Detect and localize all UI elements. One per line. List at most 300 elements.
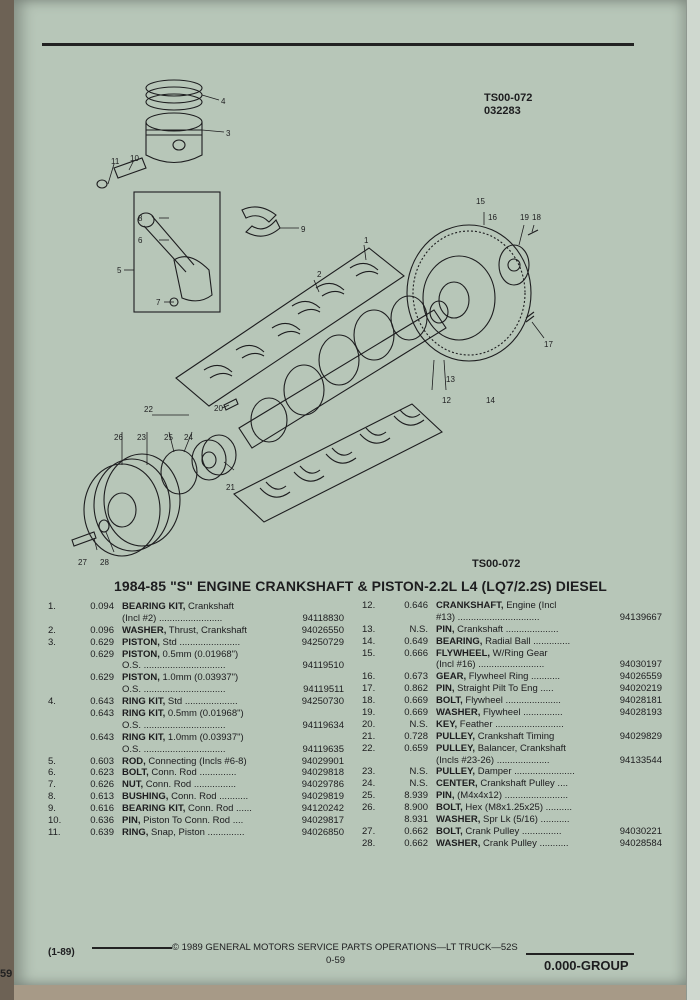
item-number: 10. — [48, 815, 62, 827]
part-name: PISTON, — [122, 636, 160, 648]
piston-rings-drawing — [146, 80, 202, 110]
part-detail: Flywheel ..................... — [462, 695, 561, 707]
item-number: 14. — [362, 635, 376, 647]
part-number: 94029818 — [301, 767, 344, 779]
callout-16: 16 — [488, 213, 497, 222]
part-detail: (M4x4x12) ........................ — [454, 790, 568, 802]
part-detail: 1.0mm (0.03937") — [165, 731, 244, 743]
part-name: PULLEY, — [436, 766, 476, 778]
parts-row — [48, 684, 354, 696]
parts-row — [48, 637, 354, 649]
part-detail: Std .................... — [165, 696, 238, 708]
group-number: 0.643 — [90, 731, 114, 743]
parts-row — [362, 731, 662, 743]
parts-row — [48, 601, 354, 613]
group-number: 0.639 — [90, 826, 114, 838]
callout-12: 12 — [442, 396, 451, 405]
part-description — [436, 755, 550, 767]
part-detail: 0.5mm (0.01968") — [159, 648, 239, 660]
part-description — [436, 731, 554, 743]
part-number: 94119635 — [302, 743, 344, 755]
callout-19: 19 — [520, 213, 529, 222]
next-page-edge — [686, 0, 700, 1000]
flywheel-washer-drawing — [499, 245, 529, 285]
parts-row — [362, 790, 662, 802]
part-detail: Hex (M8x1.25x25) .......... — [462, 802, 573, 814]
group-number: 8.931 — [404, 814, 428, 826]
part-name: BOLT, — [436, 695, 463, 707]
part-description — [122, 779, 236, 791]
ref-date: 032283 — [484, 105, 521, 117]
footer-group: 0.000-GROUP — [544, 958, 629, 973]
group-number: 0.603 — [90, 755, 114, 767]
part-number: 94026850 — [301, 826, 344, 838]
item-number: 6. — [48, 767, 56, 779]
parts-list-left — [48, 601, 354, 839]
parts-row — [48, 732, 354, 744]
catalog-page — [14, 0, 686, 985]
item-number: 19. — [362, 707, 376, 719]
callout-17: 17 — [544, 340, 553, 349]
part-name: PIN, — [436, 623, 455, 635]
part-detail: Spr Lk (5/16) ........... — [480, 814, 570, 826]
part-name: BOLT, — [436, 825, 463, 837]
parts-list-right — [362, 600, 662, 850]
parts-row — [362, 743, 662, 755]
part-number: 94026559 — [619, 671, 662, 683]
callout-28: 28 — [100, 558, 109, 567]
group-number: 0.662 — [404, 837, 428, 849]
part-detail: O.S. ............................... — [122, 743, 226, 755]
item-number: 28. — [362, 837, 376, 849]
ref-code: TS00-072 — [484, 92, 533, 104]
callout-23: 23 — [137, 433, 146, 442]
part-detail: Crankshaft Timing — [475, 730, 555, 742]
callout-18: 18 — [532, 213, 541, 222]
part-name: ROD, — [122, 755, 146, 767]
part-description — [122, 601, 234, 613]
part-number: 94028584 — [619, 837, 662, 849]
section-title: 1984-85 "S" ENGINE CRANKSHAFT & PISTON-2.2L L4 (LQ7/2.2S) DIESEL — [114, 578, 607, 594]
part-name: PULLEY, — [436, 730, 476, 742]
item-number: 17. — [362, 683, 376, 695]
part-detail: Piston To Conn. Rod .... — [140, 815, 244, 827]
part-name: PIN, — [122, 815, 141, 827]
connecting-rod-drawing — [138, 213, 212, 306]
item-number: 26. — [362, 802, 376, 814]
item-number: 15. — [362, 647, 376, 659]
part-description — [122, 637, 240, 649]
part-number: 94030221 — [619, 825, 662, 837]
part-description — [122, 672, 238, 684]
part-detail: 0.5mm (0.01968") — [165, 708, 244, 720]
part-number: 94029829 — [619, 730, 662, 742]
parts-row — [48, 815, 354, 827]
group-number: 0.659 — [404, 742, 428, 754]
parts-row — [362, 778, 662, 790]
callout-25: 25 — [164, 433, 173, 442]
item-number: 20. — [362, 718, 376, 730]
item-number: 22. — [362, 742, 376, 754]
group-number: 8.900 — [404, 802, 428, 814]
part-number: 94028181 — [619, 695, 662, 707]
callout-8: 8 — [138, 214, 143, 223]
part-name: RING KIT, — [122, 708, 166, 720]
crankshaft-drawing — [239, 296, 448, 448]
book-binding-edge — [0, 0, 14, 1000]
group-number: 0.666 — [404, 647, 428, 659]
group-number: 0.643 — [90, 696, 114, 708]
part-name: GEAR, — [436, 671, 467, 683]
part-description — [122, 815, 243, 827]
part-description — [122, 767, 236, 779]
callout-21: 21 — [226, 483, 235, 492]
part-description — [122, 660, 225, 672]
part-description — [122, 756, 247, 768]
group-number: 0.096 — [90, 624, 114, 636]
part-number: 94119511 — [303, 684, 344, 696]
part-description — [122, 720, 225, 732]
callout-13: 13 — [446, 375, 455, 384]
group-number: 0.728 — [404, 730, 428, 742]
parts-row — [48, 696, 354, 708]
part-description — [122, 684, 225, 696]
part-description — [122, 732, 244, 744]
item-number: 8. — [48, 791, 56, 803]
part-number: 94029786 — [301, 779, 344, 791]
item-number: 23. — [362, 766, 376, 778]
callout-26: 26 — [114, 433, 123, 442]
part-description — [436, 695, 561, 707]
part-number: 94020219 — [619, 683, 662, 695]
group-number: 0.673 — [404, 671, 428, 683]
parts-row — [48, 649, 354, 661]
item-number: 18. — [362, 695, 376, 707]
part-name: KEY, — [436, 718, 458, 730]
snap-ring-drawing — [97, 180, 107, 188]
part-detail: Straight Pilt To Eng ..... — [454, 683, 554, 695]
part-name: WASHER, — [122, 624, 167, 636]
part-description — [436, 838, 569, 850]
part-description — [436, 719, 564, 731]
part-detail: Crankshaft — [185, 601, 234, 612]
part-name: NUT, — [122, 779, 144, 791]
item-number: 27. — [362, 825, 376, 837]
part-detail: (Incl #2) ........................ — [122, 612, 223, 624]
group-number: N.S. — [409, 718, 428, 730]
part-description — [436, 671, 560, 683]
callout-9: 9 — [301, 225, 306, 234]
part-number: 94120242 — [301, 803, 344, 815]
callout-14: 14 — [486, 396, 495, 405]
callout-10: 10 — [130, 154, 139, 163]
callout-3: 3 — [226, 129, 231, 138]
callout-1: 1 — [364, 236, 369, 245]
part-name: CRANKSHAFT, — [436, 600, 504, 611]
group-number: 0.669 — [404, 695, 428, 707]
damper-pulley-drawing — [84, 454, 180, 556]
part-description — [122, 803, 252, 815]
part-name: BOLT, — [122, 767, 149, 779]
parts-row — [362, 683, 662, 695]
part-detail: Radial Ball .............. — [482, 635, 571, 647]
part-number: 94026550 — [301, 624, 344, 636]
part-description — [436, 648, 548, 660]
group-number: 0.636 — [90, 815, 114, 827]
part-description — [436, 659, 544, 671]
footer-page-number: 0-59 — [326, 955, 346, 966]
callout-11: 11 — [111, 157, 120, 166]
parts-row — [48, 720, 354, 732]
part-detail: #13) ............................... — [436, 611, 540, 623]
part-detail: Engine (Incl — [503, 600, 557, 611]
rod-bearing-drawing — [242, 207, 276, 222]
callout-7: 7 — [156, 298, 161, 307]
item-number: 11. — [48, 826, 61, 838]
part-description — [436, 766, 575, 778]
piston-drawing — [146, 113, 202, 163]
group-number: 0.623 — [90, 767, 114, 779]
item-number: 25. — [362, 790, 376, 802]
part-detail: O.S. ............................... — [122, 660, 226, 672]
group-number: 0.669 — [404, 707, 428, 719]
part-detail: Crankshaft .................... — [454, 623, 559, 635]
group-number: 0.613 — [90, 791, 114, 803]
part-name: RING KIT, — [122, 696, 166, 708]
item-number: 3. — [48, 636, 56, 648]
callout-20: 20 — [214, 404, 223, 413]
callout-6: 6 — [138, 236, 143, 245]
part-number: 94250729 — [301, 636, 344, 648]
group-number: 0.626 — [90, 779, 114, 791]
parts-row — [362, 636, 662, 648]
parts-row — [362, 695, 662, 707]
parts-row — [362, 766, 662, 778]
upper-bearing-shells — [204, 263, 378, 378]
group-number: N.S. — [409, 778, 428, 790]
part-name: BUSHING, — [122, 791, 169, 803]
part-detail: 1.0mm (0.03937") — [159, 672, 239, 684]
group-number: 8.939 — [404, 790, 428, 802]
part-name: RING KIT, — [122, 731, 166, 743]
part-detail: Thrust, Crankshaft — [166, 624, 247, 636]
part-number: 94030197 — [619, 659, 662, 671]
part-number: 94118830 — [302, 612, 344, 624]
part-description — [436, 826, 561, 838]
part-description — [436, 707, 563, 719]
part-number: 94250730 — [301, 696, 344, 708]
group-number: 0.629 — [90, 648, 114, 660]
item-number: 5. — [48, 755, 56, 767]
part-detail: Crank Pulley ........... — [480, 837, 569, 849]
callout-4: 4 — [221, 97, 226, 106]
item-number: 7. — [48, 779, 56, 791]
parts-row — [48, 827, 354, 839]
group-number: 0.616 — [90, 803, 114, 815]
parts-row — [48, 613, 354, 625]
parts-row — [362, 707, 662, 719]
illustration-reference-bottom: TS00-072 — [472, 558, 521, 570]
part-description — [122, 696, 238, 708]
part-detail: Crank Pulley ............... — [462, 825, 562, 837]
parts-row — [362, 659, 662, 671]
part-description — [436, 624, 559, 636]
parts-row — [362, 612, 662, 624]
part-detail: Balancer, Crankshaft — [475, 742, 566, 754]
part-description — [436, 814, 570, 826]
parts-row — [362, 814, 662, 826]
part-description — [436, 600, 556, 612]
parts-row — [48, 791, 354, 803]
parts-row — [362, 719, 662, 731]
part-description — [122, 613, 222, 625]
part-detail: Flywheel ............... — [480, 707, 563, 719]
group-number: 0.862 — [404, 683, 428, 695]
item-number: 2. — [48, 624, 56, 636]
part-detail: Feather .......................... — [457, 718, 564, 730]
part-description — [122, 708, 244, 720]
group-number: N.S. — [409, 623, 428, 635]
parts-row — [48, 708, 354, 720]
part-description — [122, 791, 248, 803]
part-name: BEARING KIT, — [122, 803, 186, 815]
parts-row — [48, 660, 354, 672]
part-name: CENTER, — [436, 778, 478, 790]
part-name: BEARING, — [436, 635, 483, 647]
part-name: WASHER, — [436, 814, 481, 826]
part-description — [436, 612, 539, 624]
crank-pulley-washer-drawing — [99, 520, 109, 532]
parts-row — [362, 838, 662, 850]
part-name: FLYWHEEL, — [436, 647, 491, 659]
callout-labels — [78, 97, 553, 567]
part-name: WASHER, — [436, 837, 481, 849]
part-name: BEARING KIT, — [122, 601, 186, 612]
part-detail: O.S. ............................... — [122, 684, 226, 696]
footer-rule-left — [92, 947, 172, 949]
part-number: 94029819 — [301, 791, 344, 803]
group-number: N.S. — [409, 766, 428, 778]
footer-date-code: (1-89) — [48, 947, 75, 958]
footer-rule-right — [526, 953, 634, 955]
conn-rod-box — [134, 192, 220, 312]
part-number: 94119634 — [302, 719, 344, 731]
parts-row — [48, 672, 354, 684]
parts-row — [362, 671, 662, 683]
item-number: 21. — [362, 730, 376, 742]
item-number: 13. — [362, 623, 376, 635]
part-name: PISTON, — [122, 648, 160, 660]
part-number: 94133544 — [619, 754, 662, 766]
part-description — [436, 636, 570, 648]
parts-row — [48, 625, 354, 637]
part-number: 94139667 — [619, 611, 662, 623]
group-number: 0.643 — [90, 708, 114, 720]
part-description — [122, 625, 247, 637]
part-detail: Conn. Rod ...... — [185, 803, 252, 815]
part-description — [436, 683, 554, 695]
part-description — [436, 743, 566, 755]
parts-row — [362, 624, 662, 636]
item-number: 1. — [48, 601, 56, 612]
group-number: 0.629 — [90, 672, 114, 684]
part-detail: (Incl #16) ......................... — [436, 659, 545, 671]
part-number: 94119510 — [302, 660, 344, 672]
parts-row — [48, 767, 354, 779]
part-detail: Flywheel Ring ........... — [466, 671, 561, 683]
parts-row — [48, 779, 354, 791]
item-number: 9. — [48, 803, 56, 815]
callout-27: 27 — [78, 558, 87, 567]
part-detail: Snap, Piston .............. — [148, 826, 245, 838]
part-description — [436, 790, 568, 802]
callout-24: 24 — [184, 433, 193, 442]
item-number: 4. — [48, 696, 56, 708]
part-detail: Connecting (Incls #6-8) — [145, 755, 247, 767]
part-description — [436, 778, 568, 790]
part-description — [122, 649, 238, 661]
parts-row — [362, 802, 662, 814]
part-detail: O.S. ............................... — [122, 719, 226, 731]
part-number: 94029901 — [301, 755, 344, 767]
callout-15: 15 — [476, 197, 485, 206]
part-detail: Conn. Rod .............. — [148, 767, 237, 779]
parts-row — [362, 648, 662, 660]
group-number: 0.094 — [90, 601, 114, 612]
part-name: BOLT, — [436, 802, 463, 814]
parts-row — [362, 826, 662, 838]
part-description — [436, 802, 572, 814]
item-number: 24. — [362, 778, 376, 790]
parts-row — [362, 600, 662, 612]
side-page-number: 59 — [0, 968, 13, 980]
group-number: 0.629 — [90, 636, 114, 648]
part-name: PIN, — [436, 683, 455, 695]
group-number: 0.646 — [404, 600, 428, 611]
part-name: PULLEY, — [436, 742, 476, 754]
part-number: 94029817 — [301, 815, 344, 827]
parts-row — [48, 803, 354, 815]
timing-pulley-drawing — [192, 435, 236, 480]
part-description — [122, 744, 225, 756]
part-name: RING, — [122, 826, 149, 838]
parts-row — [362, 755, 662, 767]
part-detail: (Incls #23-26) .................... — [436, 754, 550, 766]
footer-copyright: © 1989 GENERAL MOTORS SERVICE PARTS OPERATIONS—LT TRUCK—52S — [172, 942, 518, 953]
part-detail: Damper ....................... — [475, 766, 575, 778]
item-number: 12. — [362, 600, 376, 611]
group-number: 0.662 — [404, 825, 428, 837]
item-number: 16. — [362, 671, 376, 683]
part-detail: Crankshaft Pulley .... — [477, 778, 568, 790]
part-detail: Conn. Rod ................ — [143, 779, 237, 791]
part-detail: W/Ring Gear — [490, 647, 548, 659]
part-number: 94028193 — [619, 707, 662, 719]
group-number: 0.649 — [404, 635, 428, 647]
parts-row — [48, 756, 354, 768]
part-description — [122, 827, 245, 839]
part-name: PIN, — [436, 790, 455, 802]
callout-2: 2 — [317, 270, 322, 279]
part-detail: Std ....................... — [159, 636, 241, 648]
callout-5: 5 — [117, 266, 122, 275]
part-name: PISTON, — [122, 672, 160, 684]
part-name: WASHER, — [436, 707, 481, 719]
callout-22: 22 — [144, 405, 153, 414]
part-detail: Conn. Rod ........... — [168, 791, 249, 803]
top-rule — [42, 43, 634, 46]
crank-pulley-bolt-drawing — [72, 532, 96, 546]
